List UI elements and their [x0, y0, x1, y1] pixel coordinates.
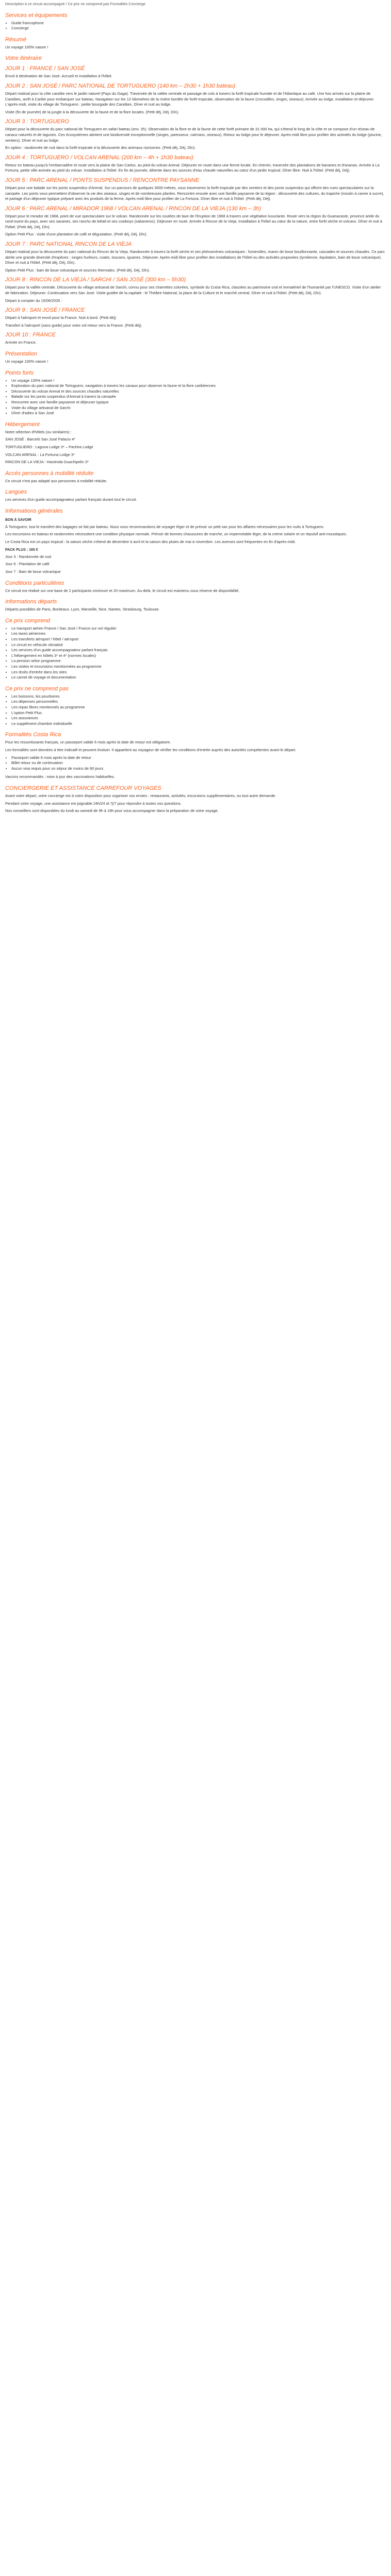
conditions-text: Ce circuit est réalisé sur une base de 2 participants minimum et 20 maximum. Au-delà, le circuit est maintenu sous réserve de disponibilité. — [5, 588, 240, 593]
infos-subtitle: BON À SAVOIR — [5, 518, 31, 522]
ne-comprend-item: • Le supplément chambre individuelle — [11, 721, 386, 727]
pack-item: Jour 3 : Randonnée de nuit — [5, 554, 52, 559]
formalites-item: • Passeport valide 6 mois après la date de retour — [11, 755, 386, 761]
comprend-item: • Les transferts aéroport / hôtel / aéroport — [11, 637, 386, 642]
points-title: Points forts — [5, 369, 34, 376]
points-list — [5, 378, 386, 416]
formalites-item: • Billet retour ou de continuation — [11, 760, 386, 766]
points-item: • Un voyage 100% nature ! — [11, 378, 386, 384]
day-block — [5, 155, 386, 174]
day-paragraph: Transfert à l'aéroport (sans guide) pour votre vol retour vers la France. (Petit déj). — [5, 323, 142, 328]
services-item: • Concierge — [11, 26, 386, 31]
presentation-text: Un voyage 100% nature ! — [5, 359, 48, 364]
formalites-note: Vaccins recommandés : mise à jour des vaccinations habituelles. — [5, 774, 115, 779]
formalites-title: Formalités Costa Rica — [5, 732, 61, 738]
formalites-paragraph: Les formalités sont données à titre indicatif et peuvent évoluer. Il appartient au voyageur de vérifier les conditions d'entrée auprès des autorités compétentes avant le départ. — [5, 747, 297, 752]
ne-comprend-item: • Les repas libres mentionnés au programme — [11, 705, 386, 710]
day-paragraph: Départ à compter du 15/06/2026 : — [5, 298, 62, 303]
resume-text: Un voyage 100% nature ! — [5, 44, 48, 49]
comprend-item: • La pension selon programme — [11, 658, 386, 664]
formalites-paragraph: Pour les ressortissants français, un passeport valide 6 mois après la date de retour est obligatoire. — [5, 740, 171, 745]
formalites-item: • Aucun visa requis pour un séjour de moins de 90 jours — [11, 766, 386, 772]
day-title: JOUR 6 : PARC ARENAL / MIRADOR 1968 / VOLCAN ARENAL / RINCON DE LA VIEJA (130 km – 3h) — [5, 205, 261, 212]
day-block — [5, 65, 386, 79]
ne-comprend-title: Ce prix ne comprend pas — [5, 685, 69, 692]
departs-text: Départs possibles de Paris, Bordeaux, Lyon, Marseille, Nice, Nantes, Strasbourg, Toulouse. — [5, 607, 160, 612]
points-item: • Découverte du volcan Arenal et des sources chaudes naturelles — [11, 389, 386, 395]
services-list — [5, 21, 386, 31]
access-text: Ce circuit n'est pas adapté aux personnes à mobilité réduite. — [5, 478, 107, 483]
points-item: • Rencontre avec une famille paysanne et déjeuner typique — [11, 400, 386, 405]
ne-comprend-list — [5, 694, 386, 727]
day-paragraph: Départ pour une balade sur les ponts suspendus d'Arenal. Sur un parcours de quelques 3000 mètres, vous traverserez la forêt tropicale par des sentiers et des ponts suspendus qui offrent des vues spectaculaires sur la canopée. Les ponts vous permettent d'observer la vie des oiseaux, singes et de nombreuses plantes. Rencontre ensuite avec une famille paysanne de la région : découverte des cultures, du trapiche (moulin à canne à sucre), et partage d'un déjeuner typique préparé avec les produits de la ferme. Après-midi libre pour profiter de La Fortuna. Dîner libre et nuit à l'hôtel. (Petit déj, Déj). — [5, 185, 384, 201]
comprend-item: • Les taxes aériennes — [11, 631, 386, 637]
day-title: JOUR 7 : PARC NATIONAL RINCON DE LA VIEJA — [5, 241, 132, 248]
conciergerie-paragraphs — [5, 793, 386, 814]
conciergerie-paragraph: Nos conseillers sont disponibles du lundi au samedi de 9h à 19h pour vous accompagner dans la préparation de votre voyage. — [5, 808, 219, 814]
day-block — [5, 83, 386, 115]
day-paragraph: Envol à destination de San José. Accueil et installation à l'hôtel. — [5, 74, 112, 79]
langues-title: Langues — [5, 489, 27, 496]
day-paragraph: Départ pour le mirador de 1968, point de vue spectaculaire sur le volcan. Randonnée sur les coulées de lave de l'éruption de 1968 à travers une végétation luxuriante. Route vers la région du Guanacaste, province aride du nord-ouest du pays, avec ses savanes, ses ranchs de bétail et ses cowboys (sabaneros). Déjeuner en route. Arrivée à Rincon de la Vieja. Installation à l'hôtel au cœur de la nature, entre forêt sèche et volcans. Dîner et nuit à l'hôtel. (Petit déj, Déj, Dîn). — [5, 213, 382, 229]
days-container — [5, 65, 386, 346]
hebergement-intro: Notre sélection d'hôtels (ou similaires) : — [5, 429, 72, 434]
day-title: JOUR 3 : TORTUGUERO — [5, 118, 69, 125]
hebergement-line: RINCON DE LA VIEJA : Hacienda Guachipelin 3* — [5, 460, 89, 465]
day-block — [5, 177, 386, 202]
day-title: JOUR 1 : FRANCE / SAN JOSÉ — [5, 65, 85, 72]
hebergement-line: VOLCAN ARENAL : La Fortuna Lodge 3* — [5, 452, 75, 457]
departs-title: Informations départs — [5, 599, 57, 605]
day-title: JOUR 4 : TORTUGUERO / VOLCAN ARENAL (200 km – 4h + 1h30 bateau) — [5, 154, 193, 161]
day-paragraph: Option Petit Plus : bain de boue volcanique et sources thermales. (Petit déj, Déj, Dîn). — [5, 267, 150, 273]
day-paragraph: Départ pour la vallée centrale. Découverte du village artisanal de Sarchi, connu pour ses charrettes colorées, symbole du Costa Rica, classées au patrimoine oral et immatériel de l'humanité par l'UNESCO. Visite d'un atelier de fabrication. Déjeuner. Continuation vers San José. Visite guidée de la capitale : le Théâtre National, la place de la Culture et le marché central. Dîner et nuit à l'hôtel. (Petit déj, Déj, Dîn). — [5, 285, 381, 296]
day-paragraph: Départ à l'aéroport et envol pour la France. Nuit à bord. (Petit déj). — [5, 315, 117, 320]
hebergement-title: Hébergement — [5, 421, 40, 428]
conditions-title: Conditions particulières — [5, 580, 64, 586]
hebergement-line: SAN JOSÉ : Barceló San José Palacio 4* — [5, 437, 75, 442]
comprend-item: • Les droits d'entrée dans les sites — [11, 670, 386, 675]
day-paragraph: Retour en bateau jusqu'à l'embarcadère et route vers la plaine de San Carlos, au pied du volcan Arenal. Déjeuner en route dans une ferme locale. En chemin, traversée des plantations de bananes et d'ananas. Arrivée à La Fortuna, petite ville animée au pied du volcan. Installation à l'hôtel. En fin de journée, détente dans les sources d'eau chaude naturelles au cœur d'un jardin tropical. Dîner libre. Nuit à l'hôtel. (Petit déj, Déj). — [5, 162, 380, 173]
ne-comprend-item: • Les boissons, les pourboires — [11, 694, 386, 700]
day-title: JOUR 8 : RINCON DE LA VIEJA / SARCHI / SAN JOSÉ (300 km – 5h30) — [5, 277, 186, 283]
ne-comprend-item: • Les assurances — [11, 716, 386, 721]
top-description: Description à ce circuit accompagné / Ce prix ne comprend pas Formalités Concierge — [5, 2, 146, 6]
ne-comprend-item: • Les dépenses personnelles — [11, 699, 386, 705]
presentation-title: Présentation — [5, 351, 37, 357]
comprend-item: • Le circuit en véhicule climatisé — [11, 642, 386, 648]
comprend-item: • L'hébergement en hôtels 3* et 4* (normes locales) — [11, 653, 386, 659]
points-item: • Exploration du parc national de Tortuguero, navigation à travers les canaux pour observer la faune et la flore caribéennes — [11, 383, 386, 389]
comprend-list — [5, 626, 386, 681]
day-paragraph: Option Petit Plus : visite d'une plantation de café et dégustation. (Petit déj, Déj, Dîn). — [5, 232, 148, 237]
day-paragraph: Arrivée en France. — [5, 340, 37, 345]
infos-paragraph: Le Costa Rica est un pays tropical : la saison sèche s'étend de décembre à avril et la saison des pluies de mai à novembre. Les averses sont fréquentes en fin d'après-midi. — [5, 539, 296, 544]
day-title: JOUR 2 : SAN JOSÉ / PARC NATIONAL DE TORTUGUERO (140 km – 2h30 + 1h30 bateau) — [5, 82, 236, 89]
langues-text: Les services d'un guide accompagnateur parlant français durant tout le circuit. — [5, 497, 137, 502]
formalites-paragraphs — [5, 740, 386, 753]
comprend-item: • Le transport aérien France / San José / France sur vol régulier — [11, 626, 386, 632]
infos-paragraphs — [5, 524, 386, 545]
page — [0, 0, 391, 832]
day-paragraph: En option : randonnée de nuit dans la forêt tropicale à la découverte des animaux nocturnes. (Petit déj, Déj, Dîn). — [5, 145, 196, 150]
points-item: • Dîner d'adieu à San José — [11, 411, 386, 416]
day-block — [5, 277, 386, 303]
access-title: Accès personnes à mobilité réduite — [5, 470, 94, 477]
comprend-item: • Les services d'un guide accompagnateur parlant français — [11, 648, 386, 653]
day-paragraph: Départ matinal pour la côte caraïbe vers le jardin naturel (Pays du Gaga). Traversée de la vallée centrale et passage de cols à travers la forêt tropicale humide et de l'Atlantique au café. Une fois arrivés sur la plaine de Caraïbes, arrêt à Caribe pour embarquer sur bateau. Navigation sur les 12 kilomètres de la rivière bordée de forêt tropicale, observation de la faune (crocodiles, singes, oiseaux). Arrivée au lodge, installation et déjeuner. L'après-midi, visite du village de Tortuguero : petite bourgade des Caraïbes. Dîner et nuit au lodge. — [5, 91, 374, 107]
day-paragraph: Départ pour la découverte du parc national de Tortuguero en safari bateau (env. 2h). Observation de la flore et de la faune de cette forêt primaire de 31 000 ha, qui s'étend le long de la côte et se compose d'un réseau de canaux naturels et de lagunes. Ces écosystèmes abritent une biodiversité exceptionnelle (singes, paresseux, caïmans, oiseaux). Retour au lodge pour le déjeuner. Après-midi libre pour profiter des activités du lodge (piscine, sentiers). Dîner et nuit au lodge. — [5, 127, 382, 143]
comprend-title: Ce prix comprend — [5, 617, 50, 624]
day-paragraph: Départ matinal pour la découverte du parc national du Rincon de la Vieja. Randonnée à travers la forêt sèche et ses phénomènes volcaniques : fumerolles, mares de boue bouillonnante, cascades et sources chaudes. Ce parc abrite une grande diversité d'espèces : singes hurleurs, coatis, toucans, iguanes. Déjeuner. Après-midi libre pour profiter des installations de l'hôtel ou des activités proposées (tyrolienne, équitation, bain de boue volcanique). Dîner et nuit à l'hôtel. (Petit déj, Déj, Dîn). — [5, 249, 385, 265]
infos-paragraph: À Tortuguero, tout le transfert des bagages se fait par bateau. Nous vous recommandons de voyager léger et de prévoir un petit sac pour les affaires nécessaires pour les nuits à Tortuguero. — [5, 524, 324, 529]
day-title: JOUR 5 : PARC ARENAL / PONTS SUSPENDUS / RENCONTRE PAYSANNE — [5, 177, 200, 183]
day-block — [5, 307, 386, 328]
infos-paragraph: Les excursions en bateau et randonnées nécessitent une condition physique normale. Prévoir de bonnes chaussures de marche, un imperméable léger, de la crème solaire et un répulsif anti-moustiques. — [5, 532, 347, 537]
day-block — [5, 118, 386, 150]
services-item: • Guide francophone — [11, 21, 386, 26]
conciergerie-paragraph: Avant votre départ, votre concierge est à votre disposition pour organiser vos envies : restaurants, activités, excursions supplémentaires, ou tout autre demande. — [5, 793, 276, 798]
pack-title: PACK PLUS : 165 € — [5, 548, 38, 552]
day-paragraph: Visite (fin de journée) de la jungle à la découverte de la faune et de la flore locales. (Petit déj, Déj, Dîn). — [5, 109, 180, 114]
points-item: • Balade sur les ponts suspendus d'Arenal à travers la canopée — [11, 394, 386, 400]
conciergerie-title: CONCIERGERIE ET ASSISTANCE CARREFOUR VOYAGES — [5, 785, 161, 791]
formalites-list — [5, 755, 386, 772]
day-title: JOUR 9 : SAN JOSÉ / FRANCE — [5, 307, 85, 314]
day-block — [5, 332, 386, 346]
hebergement-line: TORTUGUERO : Laguna Lodge 3* – Pachira Lodge — [5, 444, 93, 449]
comprend-item: • Le carnet de voyage et documentation — [11, 675, 386, 681]
points-item: • Visite du village artisanal de Sarchi — [11, 405, 386, 411]
comprend-item: • Les visites et excursions mentionnées au programme — [11, 664, 386, 670]
resume-title: Résumé — [5, 36, 26, 43]
conciergerie-paragraph: Pendant votre voyage, une assistance est joignable 24h/24 et 7j/7 pour répondre à toutes vos questions. — [5, 801, 182, 806]
hebergement-lines — [5, 437, 386, 465]
day-block — [5, 241, 386, 273]
pack-items — [5, 554, 386, 575]
itineraire-title: Votre itinéraire — [5, 55, 42, 62]
day-title: JOUR 10 : FRANCE — [5, 332, 56, 338]
pack-item: Jour 7 : Bain de boue volcanique — [5, 569, 61, 574]
day-block — [5, 206, 386, 238]
ne-comprend-item: • L'option Petit Plus — [11, 710, 386, 716]
pack-item: Jour 6 : Plantation de café — [5, 562, 50, 567]
infos-title: Informations générales — [5, 507, 63, 514]
services-title: Services et équipements — [5, 12, 68, 19]
